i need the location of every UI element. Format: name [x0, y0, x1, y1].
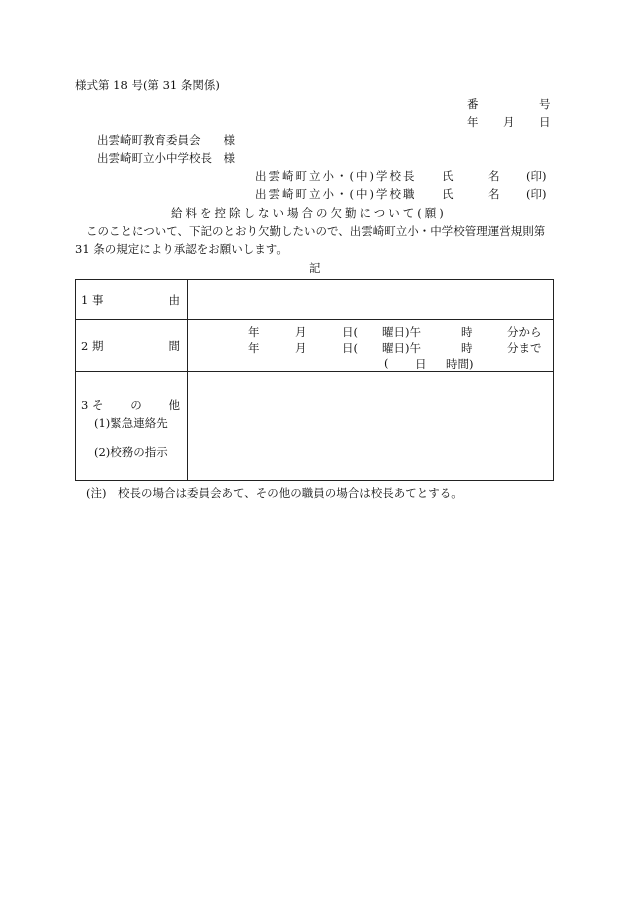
applicant-staff-name-label: 氏 名 [442, 187, 500, 201]
to-weekday: 曜日)午 [382, 341, 421, 355]
from-minute: 分から [507, 325, 542, 339]
date-year: 年 [467, 115, 479, 129]
number-label-go: 号 [539, 97, 551, 111]
to-day: 日( [342, 341, 358, 355]
label-period-end: 間 [168, 338, 180, 353]
period-field[interactable] [188, 320, 554, 372]
label-other-mid: の [130, 398, 142, 412]
from-day: 日( [342, 325, 358, 339]
addressee-principal: 出雲崎町立小中学校長 様 [97, 151, 235, 165]
applicant-staff-seal: (印) [526, 187, 547, 201]
duration-open: ( [384, 356, 389, 370]
label-other [76, 372, 188, 481]
from-month: 月 [295, 325, 307, 339]
from-weekday: 曜日)午 [382, 325, 421, 339]
applicant-principal-school: 出雲崎町立小・(中)学校長 [255, 169, 417, 183]
other-field[interactable] [188, 372, 554, 481]
to-year: 年 [248, 341, 260, 355]
applicant-staff-school: 出雲崎町立小・(中)学校職 [255, 187, 417, 201]
label-reason-end: 由 [168, 292, 180, 307]
date-day: 日 [539, 115, 551, 129]
applicant-principal-seal: (印) [526, 169, 547, 183]
applicant-principal-name-label: 氏 名 [442, 169, 500, 183]
date-month: 月 [503, 115, 515, 129]
label-reason-num: 1 事 [81, 292, 104, 307]
to-hour: 時 [461, 341, 473, 355]
form-number: 様式第 18 号(第 31 条関係) [75, 78, 220, 92]
label-reason [76, 280, 188, 320]
from-year: 年 [248, 325, 260, 339]
label-period-num: 2 期 [81, 338, 104, 353]
table-row-reason [76, 280, 554, 320]
to-minute: 分まで [507, 341, 542, 355]
table-row-other [76, 372, 554, 481]
label-other-num: 3 そ [81, 398, 104, 412]
to-month: 月 [295, 341, 307, 355]
label-other-end: 他 [168, 398, 180, 412]
label-duty-instruction: (2)校務の指示 [94, 445, 168, 459]
label-period [76, 320, 188, 372]
duration-days: 日 [415, 357, 427, 371]
from-hour: 時 [461, 325, 473, 339]
footnote: (注) 校長の場合は委員会あて、その他の職員の場合は校長あてとする。 [86, 486, 463, 500]
body-line-2: 31 条の規定により承認をお願いします。 [75, 242, 288, 256]
number-label-ban: 番 [467, 97, 479, 111]
addressee-board: 出雲崎町教育委員会 様 [97, 133, 235, 147]
reason-field[interactable] [188, 280, 554, 320]
label-emergency-contact: (1)緊急連絡先 [94, 416, 168, 430]
document-title: 給料を控除しない場合の欠勤について(願) [171, 206, 447, 220]
body-line-1: このことについて、下記のとおり欠勤したいので、出雲崎町立小・中学校管理運営規則第 [86, 224, 546, 238]
duration-hours: 時間) [446, 357, 474, 371]
table-row-period [76, 320, 554, 372]
application-table [75, 279, 554, 481]
ki-label: 記 [309, 261, 321, 275]
